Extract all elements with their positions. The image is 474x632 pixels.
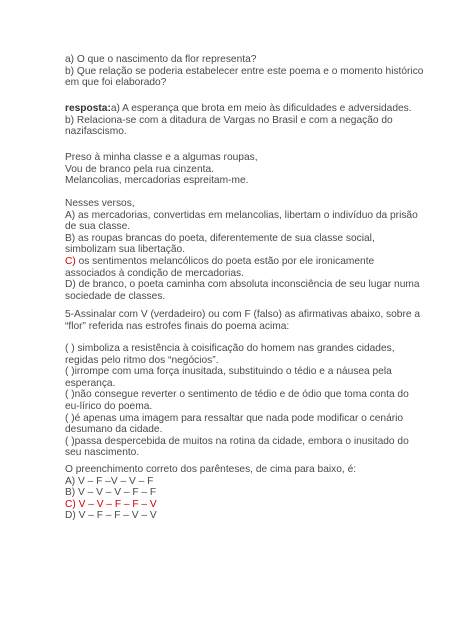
question-5-items xyxy=(65,343,425,459)
q5-item4-line2: desumano da cidade. xyxy=(65,424,163,436)
answer-label: resposta: xyxy=(65,103,111,114)
answer-line1 xyxy=(65,103,425,115)
q5-item1-line1: ( ) simboliza a resistência à coisificação do homem nas grandes cidades, xyxy=(65,343,395,354)
q5-option-a: A) V – F –V – V – F xyxy=(65,475,154,487)
q4-option-b-line2: simbolizam sua libertação. xyxy=(65,244,186,256)
questions-block xyxy=(65,54,425,89)
q5-item3-line1: ( )não consegue reverter o sentimento de tédio e de ódio que toma conta do xyxy=(65,389,409,401)
q5-item1-line2: regidas pelo ritmo dos “negócios”. xyxy=(65,354,219,366)
q4-option-c-line1 xyxy=(65,256,425,268)
q4-option-a-line1: A) as mercadorias, convertidas em melancolias, libertam o indivíduo da prisão xyxy=(65,209,418,221)
q4-option-c-line2: associados à condição de mercadorias. xyxy=(65,267,244,279)
q5-stem-line1: 5-Assinalar com V (verdadeiro) ou com F (falso) as afirmativas abaixo, sobre a xyxy=(65,309,421,320)
poem-excerpt xyxy=(65,152,425,187)
q4-option-a-line2: de sua classe. xyxy=(65,221,131,233)
q5-item5-line2: seu nascimento. xyxy=(65,447,140,459)
q5-item4-line1: ( )é apenas uma imagem para ressaltar que nada pode modificar o cenário xyxy=(65,412,404,424)
q5-item3-line2: eu-lírico do poema. xyxy=(65,400,153,412)
answer-block xyxy=(65,103,425,138)
poem-verse-3: Melancolias, mercadorias espreitam-me. xyxy=(65,175,249,187)
answer-b-line1: b) Relaciona-se com a ditadura de Vargas no Brasil e com a negação do xyxy=(65,114,393,126)
q4-option-d-line2: sociedade de classes. xyxy=(65,290,166,302)
q5-prompt: O preenchimento correto dos parênteses, de cima para baixo, é: xyxy=(65,464,357,475)
q5-item5-line1: ( )passa despercebida de muitos na rotina da cidade, embora o inusitado do xyxy=(65,435,409,447)
q5-item2-line2: esperança. xyxy=(65,377,116,389)
q4-option-b-line1: B) as roupas brancas do poeta, diferentemente de sua classe social, xyxy=(65,232,375,244)
poem-verse-2: Vou de branco pela rua cinzenta. xyxy=(65,163,214,175)
q4-option-d-line1: D) de branco, o poeta caminha com absoluta inconsciência de seu lugar numa xyxy=(65,279,420,291)
question-5-stem xyxy=(65,309,425,332)
question-a: a) O que o nascimento da flor representa? xyxy=(65,54,257,65)
q5-option-d: D) V – F – F – V – V xyxy=(65,510,157,522)
q4-option-c-text: os sentimentos melancólicos do poeta estão por ele ironicamente xyxy=(75,255,375,267)
question-5-options xyxy=(65,464,425,522)
q5-stem-line2: “flor” referida nas estrofes finais do poema acima: xyxy=(65,320,290,332)
question-4-block xyxy=(65,198,425,302)
poem-verse-1: Preso à minha classe e a algumas roupas, xyxy=(65,152,258,163)
q5-option-c: C) V – V – F – F – V xyxy=(65,498,157,510)
q4-option-c-letter: C) xyxy=(65,255,76,267)
answer-a: a) A esperança que brota em meio às dificuldades e adversidades. xyxy=(110,103,412,114)
q5-item2-line1: ( )irrompe com uma força inusitada, substituindo o tédio e a náusea pela xyxy=(65,366,392,378)
q5-option-b: B) V – V – V – F – F xyxy=(65,487,157,499)
q4-intro: Nesses versos, xyxy=(65,198,135,209)
question-b-line2: em que foi elaborado? xyxy=(65,77,167,89)
question-b-line1: b) Que relação se poderia estabelecer entre este poema e o momento histórico xyxy=(65,65,424,77)
answer-b-line2: nazifascismo. xyxy=(65,126,127,138)
